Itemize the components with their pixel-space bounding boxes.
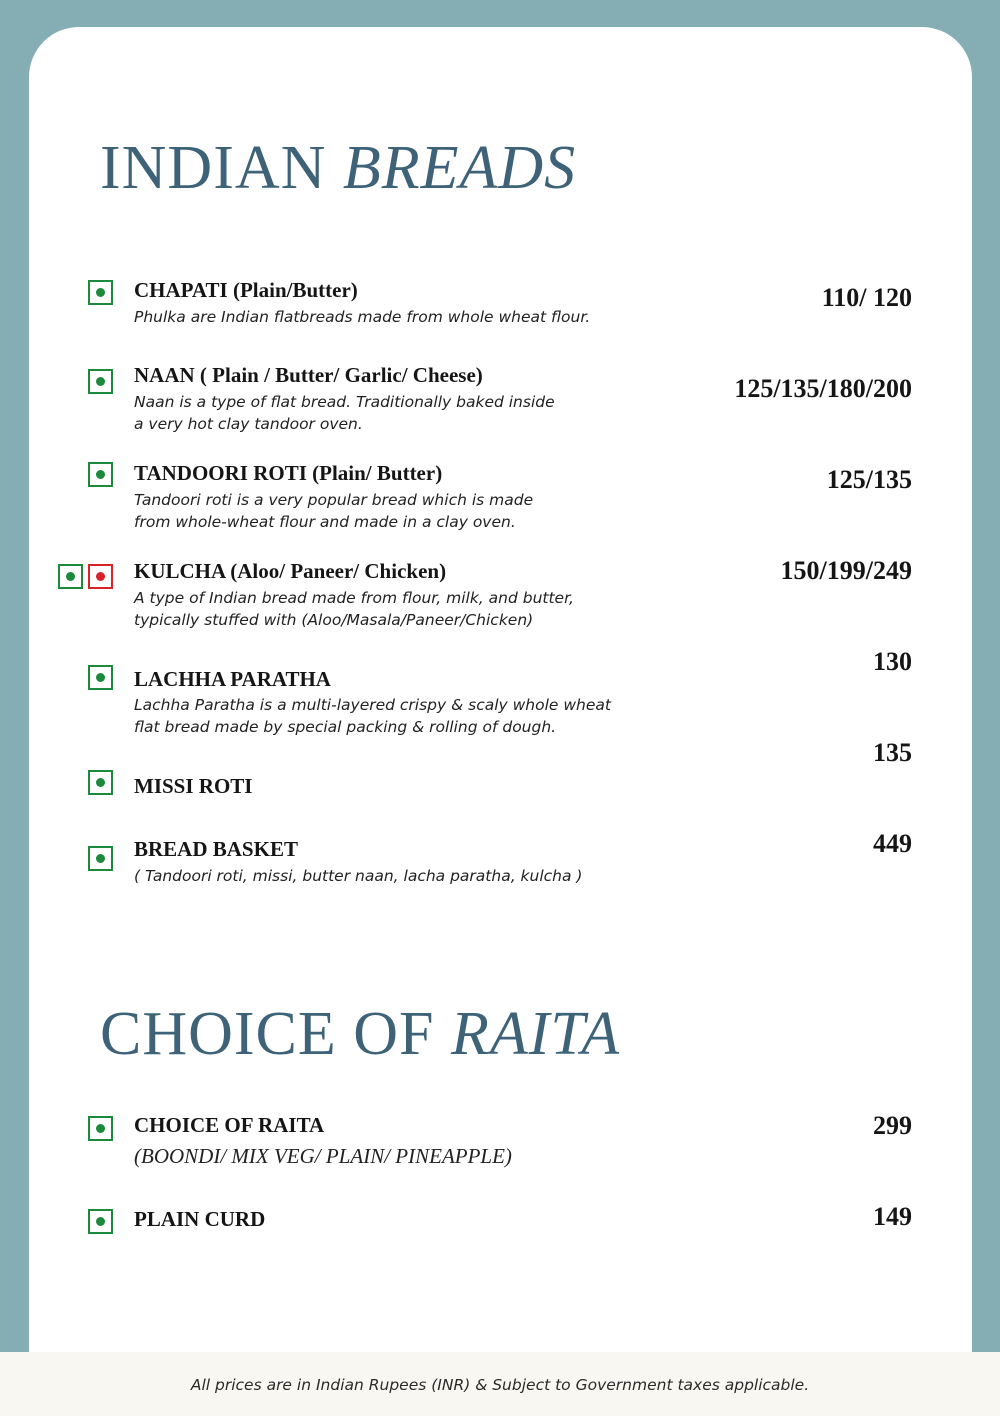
- section-title-breads: INDIAN BREADS: [100, 134, 577, 202]
- item-price: 125/135/180/200: [734, 374, 912, 403]
- item-description: typically stuffed with (Aloo/Masala/Paneer/Chicken): [134, 611, 534, 629]
- item-description: Naan is a type of flat bread. Traditionally baked inside: [134, 393, 555, 411]
- item-description: flat bread made by special packing & rolling of dough.: [134, 718, 557, 736]
- item-name: NAAN ( Plain / Butter/ Garlic/ Cheese): [134, 363, 483, 387]
- item-name: MISSI ROTI: [134, 774, 253, 798]
- item-description: Phulka are Indian flatbreads made from whole wheat flour.: [134, 308, 591, 326]
- item-price: 125/135: [826, 465, 912, 494]
- non-veg-symbol-icon: [88, 564, 113, 589]
- item-name: PLAIN CURD: [134, 1207, 266, 1231]
- item-price: 299: [873, 1111, 912, 1140]
- item-description: ( Tandoori roti, missi, butter naan, lacha paratha, kulcha ): [134, 867, 583, 885]
- footer-note: All prices are in Indian Rupees (INR) & Subject to Government taxes applicable.: [190, 1376, 810, 1394]
- item-description: A type of Indian bread made from flour, milk, and butter,: [134, 589, 574, 607]
- item-name: CHOICE OF RAITA: [134, 1113, 325, 1137]
- item-name: LACHHA PARATHA: [134, 667, 331, 691]
- item-price: 110/ 120: [821, 283, 912, 312]
- item-price: 130: [873, 647, 912, 676]
- item-name: TANDOORI ROTI (Plain/ Butter): [134, 461, 443, 485]
- section-title-raita: CHOICE OF RAITA: [100, 1000, 621, 1068]
- item-price: 150/199/249: [780, 556, 912, 585]
- item-price: 449: [873, 829, 912, 858]
- item-price: 135: [873, 738, 912, 767]
- item-name: KULCHA (Aloo/ Paneer/ Chicken): [134, 559, 447, 583]
- veg-symbol-icon: [88, 1209, 113, 1234]
- item-description: from whole-wheat flour and made in a clay oven.: [134, 513, 516, 531]
- item-name: BREAD BASKET: [134, 837, 298, 861]
- item-description: a very hot clay tandoor oven.: [134, 415, 363, 433]
- item-description: Tandoori roti is a very popular bread which is made: [134, 491, 534, 509]
- veg-symbol-icon: [88, 462, 113, 487]
- item-name: CHAPATI (Plain/Butter): [134, 278, 358, 302]
- veg-symbol-icon: [88, 770, 113, 795]
- item-description: (BOONDI/ MIX VEG/ PLAIN/ PINEAPPLE): [134, 1144, 512, 1168]
- item-price: 149: [873, 1202, 912, 1231]
- veg-symbol-icon: [88, 369, 113, 394]
- veg-symbol-icon: [88, 280, 113, 305]
- veg-symbol-icon: [88, 846, 113, 871]
- veg-symbol-icon: [58, 564, 83, 589]
- veg-symbol-icon: [88, 1116, 113, 1141]
- item-description: Lachha Paratha is a multi-layered crispy & scaly whole wheat: [134, 696, 611, 714]
- veg-symbol-icon: [88, 665, 113, 690]
